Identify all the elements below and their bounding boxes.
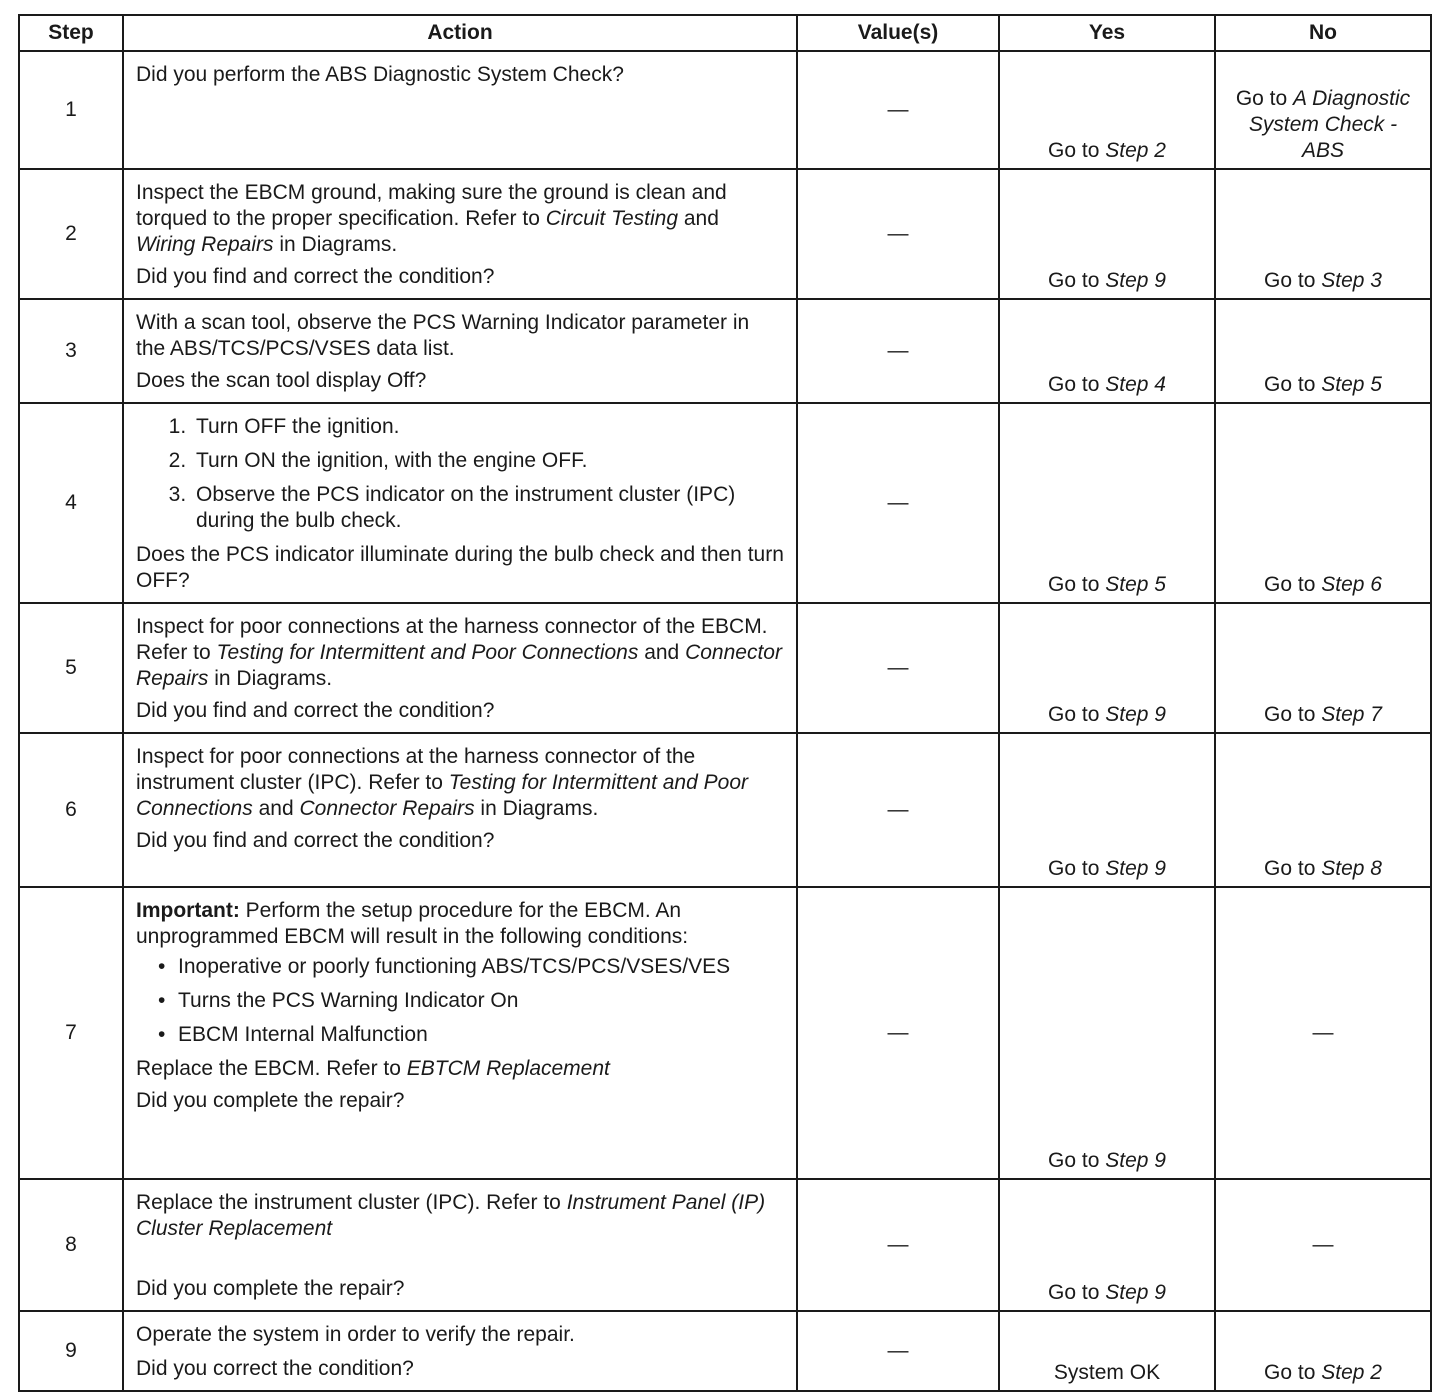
header-yes: Yes xyxy=(999,15,1215,51)
list-item: • EBCM Internal Malfunction xyxy=(178,1022,784,1048)
yes-prefix: Go to xyxy=(1048,857,1100,880)
yes-prefix: Go to xyxy=(1048,573,1100,596)
important-note xyxy=(136,898,784,950)
yes-cell xyxy=(999,733,1215,887)
reference-link[interactable]: EBTCM Replacement xyxy=(406,1057,610,1080)
no-prefix: Go to xyxy=(1264,269,1316,292)
no-cell xyxy=(1215,299,1431,403)
yes-link[interactable]: Step 9 xyxy=(1105,269,1166,292)
step-number: 3 xyxy=(19,299,123,403)
no-cell xyxy=(1215,1311,1431,1391)
no-link[interactable]: Step 2 xyxy=(1321,1361,1382,1384)
reference-link[interactable]: Connector Repairs xyxy=(299,797,475,820)
text-segment: and xyxy=(644,641,680,664)
action-cell xyxy=(123,299,797,403)
yes-cell xyxy=(999,403,1215,603)
action-cell xyxy=(123,51,797,169)
step-number: 6 xyxy=(19,733,123,887)
important-label: Important: xyxy=(136,899,240,922)
no-prefix: Go to xyxy=(1264,857,1316,880)
value-cell: — xyxy=(797,51,999,169)
step-number: 7 xyxy=(19,887,123,1179)
yes-cell xyxy=(999,299,1215,403)
instruction-text: With a scan tool, observe the PCS Warning Indicator parameter in the ABS/TCS/PCS/VSES data list. xyxy=(136,311,750,360)
table-row xyxy=(19,1179,1431,1311)
no-link[interactable]: Step 8 xyxy=(1321,857,1382,880)
yes-prefix: Go to xyxy=(1048,269,1100,292)
yes-prefix: Go to xyxy=(1048,1281,1100,1304)
no-link[interactable]: A Diagnostic System Check - ABS xyxy=(1248,87,1411,162)
step-number: 8 xyxy=(19,1179,123,1311)
action-cell xyxy=(123,1179,797,1311)
instruction-text xyxy=(136,1190,784,1242)
no-cell xyxy=(1215,169,1431,299)
yes-prefix: Go to xyxy=(1048,373,1100,396)
text-segment: in Diagrams. xyxy=(279,233,398,256)
yes-prefix: Go to xyxy=(1048,1149,1100,1172)
question-text: Did you correct the condition? xyxy=(136,1357,414,1380)
yes-prefix: Go to xyxy=(1048,703,1100,726)
action-cell xyxy=(123,603,797,733)
question-text: Did you complete the repair? xyxy=(136,1089,405,1112)
yes-link[interactable]: Step 5 xyxy=(1105,573,1166,596)
value-cell: — xyxy=(797,1311,999,1391)
value-cell: — xyxy=(797,299,999,403)
table-row xyxy=(19,51,1431,169)
bullet-list xyxy=(136,954,784,1048)
yes-link[interactable]: Step 9 xyxy=(1105,703,1166,726)
no-link[interactable]: Step 3 xyxy=(1321,269,1382,292)
yes-cell xyxy=(999,1179,1215,1311)
value-cell: — xyxy=(797,733,999,887)
value-cell: — xyxy=(797,887,999,1179)
yes-link[interactable]: Step 9 xyxy=(1105,1149,1166,1172)
text-segment: Inspect the EBCM ground, making sure the ground is clean and torqued to the proper specification. Refer to xyxy=(136,181,727,230)
table-row xyxy=(19,169,1431,299)
instruction-text: Operate the system in order to verify the repair. xyxy=(136,1323,575,1346)
step-number: 5 xyxy=(19,603,123,733)
yes-link[interactable]: Step 9 xyxy=(1105,857,1166,880)
step-number: 1 xyxy=(19,51,123,169)
reference-link[interactable]: Testing for Intermittent and Poor Connections xyxy=(136,771,748,820)
yes-link[interactable]: Step 9 xyxy=(1105,1281,1166,1304)
step-number: 9 xyxy=(19,1311,123,1391)
no-cell: — xyxy=(1215,887,1431,1179)
action-cell xyxy=(123,887,797,1179)
list-item: 1. Turn OFF the ignition. xyxy=(192,414,784,440)
value-cell: — xyxy=(797,403,999,603)
text-segment: and xyxy=(683,207,719,230)
reference-link[interactable]: Testing for Intermittent and Poor Connections xyxy=(216,641,639,664)
no-link[interactable]: Step 5 xyxy=(1321,373,1382,396)
question-text: Does the scan tool display Off? xyxy=(136,369,427,392)
yes-cell: System OK xyxy=(999,1311,1215,1391)
no-prefix: Go to xyxy=(1264,703,1316,726)
no-link[interactable]: Step 6 xyxy=(1321,573,1382,596)
action-cell xyxy=(123,169,797,299)
list-item: • Inoperative or poorly functioning ABS/TCS/PCS/VSES/VES xyxy=(178,954,784,980)
yes-prefix: Go to xyxy=(1048,139,1100,162)
action-cell xyxy=(123,733,797,887)
yes-link[interactable]: Step 4 xyxy=(1105,373,1166,396)
text-segment: Replace the EBCM. Refer to xyxy=(136,1057,401,1080)
no-prefix: Go to xyxy=(1264,373,1316,396)
question-text: Did you find and correct the condition? xyxy=(136,829,495,852)
list-item: 2. Turn ON the ignition, with the engine OFF. xyxy=(192,448,784,474)
value-cell: — xyxy=(797,603,999,733)
no-cell xyxy=(1215,51,1431,169)
table-row xyxy=(19,603,1431,733)
reference-link[interactable]: Connector Repairs xyxy=(136,641,782,690)
no-cell xyxy=(1215,603,1431,733)
text-segment: in Diagrams. xyxy=(480,797,599,820)
no-prefix: Go to xyxy=(1235,87,1288,110)
table-row xyxy=(19,1311,1431,1391)
question-text: Does the PCS indicator illuminate during the bulb check and then turn OFF? xyxy=(136,543,784,592)
no-link[interactable]: Step 7 xyxy=(1321,703,1382,726)
action-cell xyxy=(123,1311,797,1391)
action-cell xyxy=(123,403,797,603)
list-item: • Turns the PCS Warning Indicator On xyxy=(178,988,784,1014)
list-item: 3. Observe the PCS indicator on the instrument cluster (IPC) during the bulb check. xyxy=(192,482,784,534)
yes-link[interactable]: Step 2 xyxy=(1105,139,1166,162)
reference-link[interactable]: Instrument Panel (IP) Cluster Replacement xyxy=(136,1191,766,1240)
yes-cell xyxy=(999,51,1215,169)
important-text: Perform the setup procedure for the EBCM. An unprogrammed EBCM will result in the following conditions: xyxy=(136,899,689,948)
no-prefix: Go to xyxy=(1264,1361,1316,1384)
question-text: Did you perform the ABS Diagnostic System Check? xyxy=(136,63,624,86)
instruction-text xyxy=(136,180,784,258)
text-segment: Replace the instrument cluster (IPC). Refer to xyxy=(136,1191,561,1214)
no-cell xyxy=(1215,403,1431,603)
header-row xyxy=(19,15,1431,51)
no-cell: — xyxy=(1215,1179,1431,1311)
reference-link[interactable]: Circuit Testing xyxy=(545,207,679,230)
no-prefix: Go to xyxy=(1264,573,1316,596)
header-action: Action xyxy=(123,15,797,51)
header-step: Step xyxy=(19,15,123,51)
no-cell xyxy=(1215,733,1431,887)
yes-cell xyxy=(999,603,1215,733)
table-row xyxy=(19,299,1431,403)
yes-cell xyxy=(999,169,1215,299)
text-segment: Inspect for poor connections at the harness connector of the EBCM. Refer to xyxy=(136,615,768,664)
table-row xyxy=(19,887,1431,1179)
text-segment: in Diagrams. xyxy=(214,667,333,690)
table-row xyxy=(19,733,1431,887)
text-segment: Inspect for poor connections at the harness connector of the instrument cluster (IPC). Refer to xyxy=(136,745,696,794)
value-cell: — xyxy=(797,1179,999,1311)
text-segment: and xyxy=(258,797,294,820)
step-number: 2 xyxy=(19,169,123,299)
header-no: No xyxy=(1215,15,1431,51)
question-text: Did you complete the repair? xyxy=(136,1277,405,1300)
question-text: Did you find and correct the condition? xyxy=(136,265,495,288)
value-cell: — xyxy=(797,169,999,299)
header-values: Value(s) xyxy=(797,15,999,51)
instruction-text xyxy=(136,1056,784,1082)
instruction-text xyxy=(136,744,784,822)
reference-link[interactable]: Wiring Repairs xyxy=(136,233,274,256)
question-text: Did you find and correct the condition? xyxy=(136,699,495,722)
numbered-steps xyxy=(136,414,784,534)
step-number: 4 xyxy=(19,403,123,603)
instruction-text xyxy=(136,614,784,692)
table-row xyxy=(19,403,1431,603)
yes-cell xyxy=(999,887,1215,1179)
diagnostic-table xyxy=(18,14,1432,1392)
